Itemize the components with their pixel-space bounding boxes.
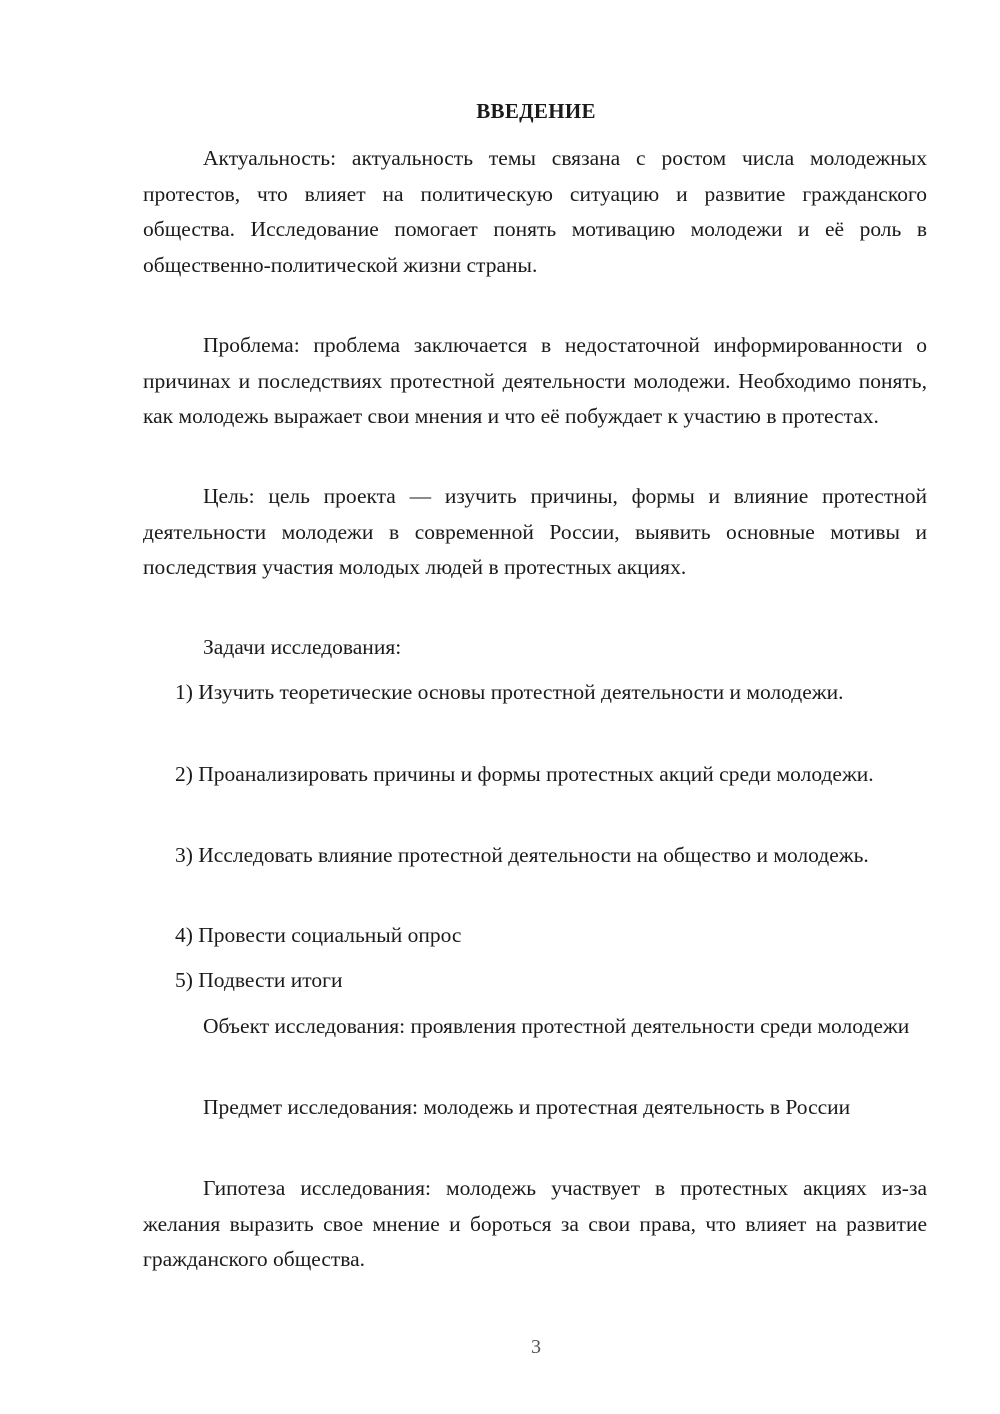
paragraph-subject: Предмет исследования: молодежь и протестная деятельность в России <box>203 1095 851 1119</box>
paragraph-hypothesis: Гипотеза исследования: молодежь участвует в протестных акциях из-за желания выразить свое мнение и бороться за свои права, что влияет на развитие гражданского общества. <box>143 1176 927 1271</box>
tasks-heading: Задачи исследования: <box>203 635 402 659</box>
task-item-2: 2) Проанализировать причины и формы протестных акций среди молодежи. <box>175 762 874 786</box>
page-number: 3 <box>531 1336 541 1358</box>
task-item-1: 1) Изучить теоретические основы протестной деятельности и молодежи. <box>175 680 844 704</box>
task-item-4: 4) Провести социальный опрос <box>175 923 462 947</box>
task-item-3: 3) Исследовать влияние протестной деятельности на общество и молодежь. <box>175 843 869 867</box>
paragraph-goal: Цель: цель проекта — изучить причины, формы и влияние протестной деятельности молодежи в современной России, выявить основные мотивы и последствия участия молодых людей в протестных акциях. <box>143 484 927 579</box>
paragraph-relevance: Актуальность: актуальность темы связана с ростом числа молодежных протестов, что влияет на политическую ситуацию и развитие гражданского общества. Исследование помогает понять мотивацию молодежи и её роль в общественно-политической жизни страны. <box>143 146 927 277</box>
task-item-5: 5) Подвести итоги <box>175 968 343 992</box>
paragraph-object: Объект исследования: проявления протестной деятельности среди молодежи <box>203 1014 910 1038</box>
page-title: ВВЕДЕНИЕ <box>476 99 596 123</box>
paragraph-problem: Проблема: проблема заключается в недостаточной информированности о причинах и последствиях протестной деятельности молодежи. Необходимо понять, как молодежь выражает свои мнения и что её побуждает к участию в протестах. <box>143 333 927 428</box>
